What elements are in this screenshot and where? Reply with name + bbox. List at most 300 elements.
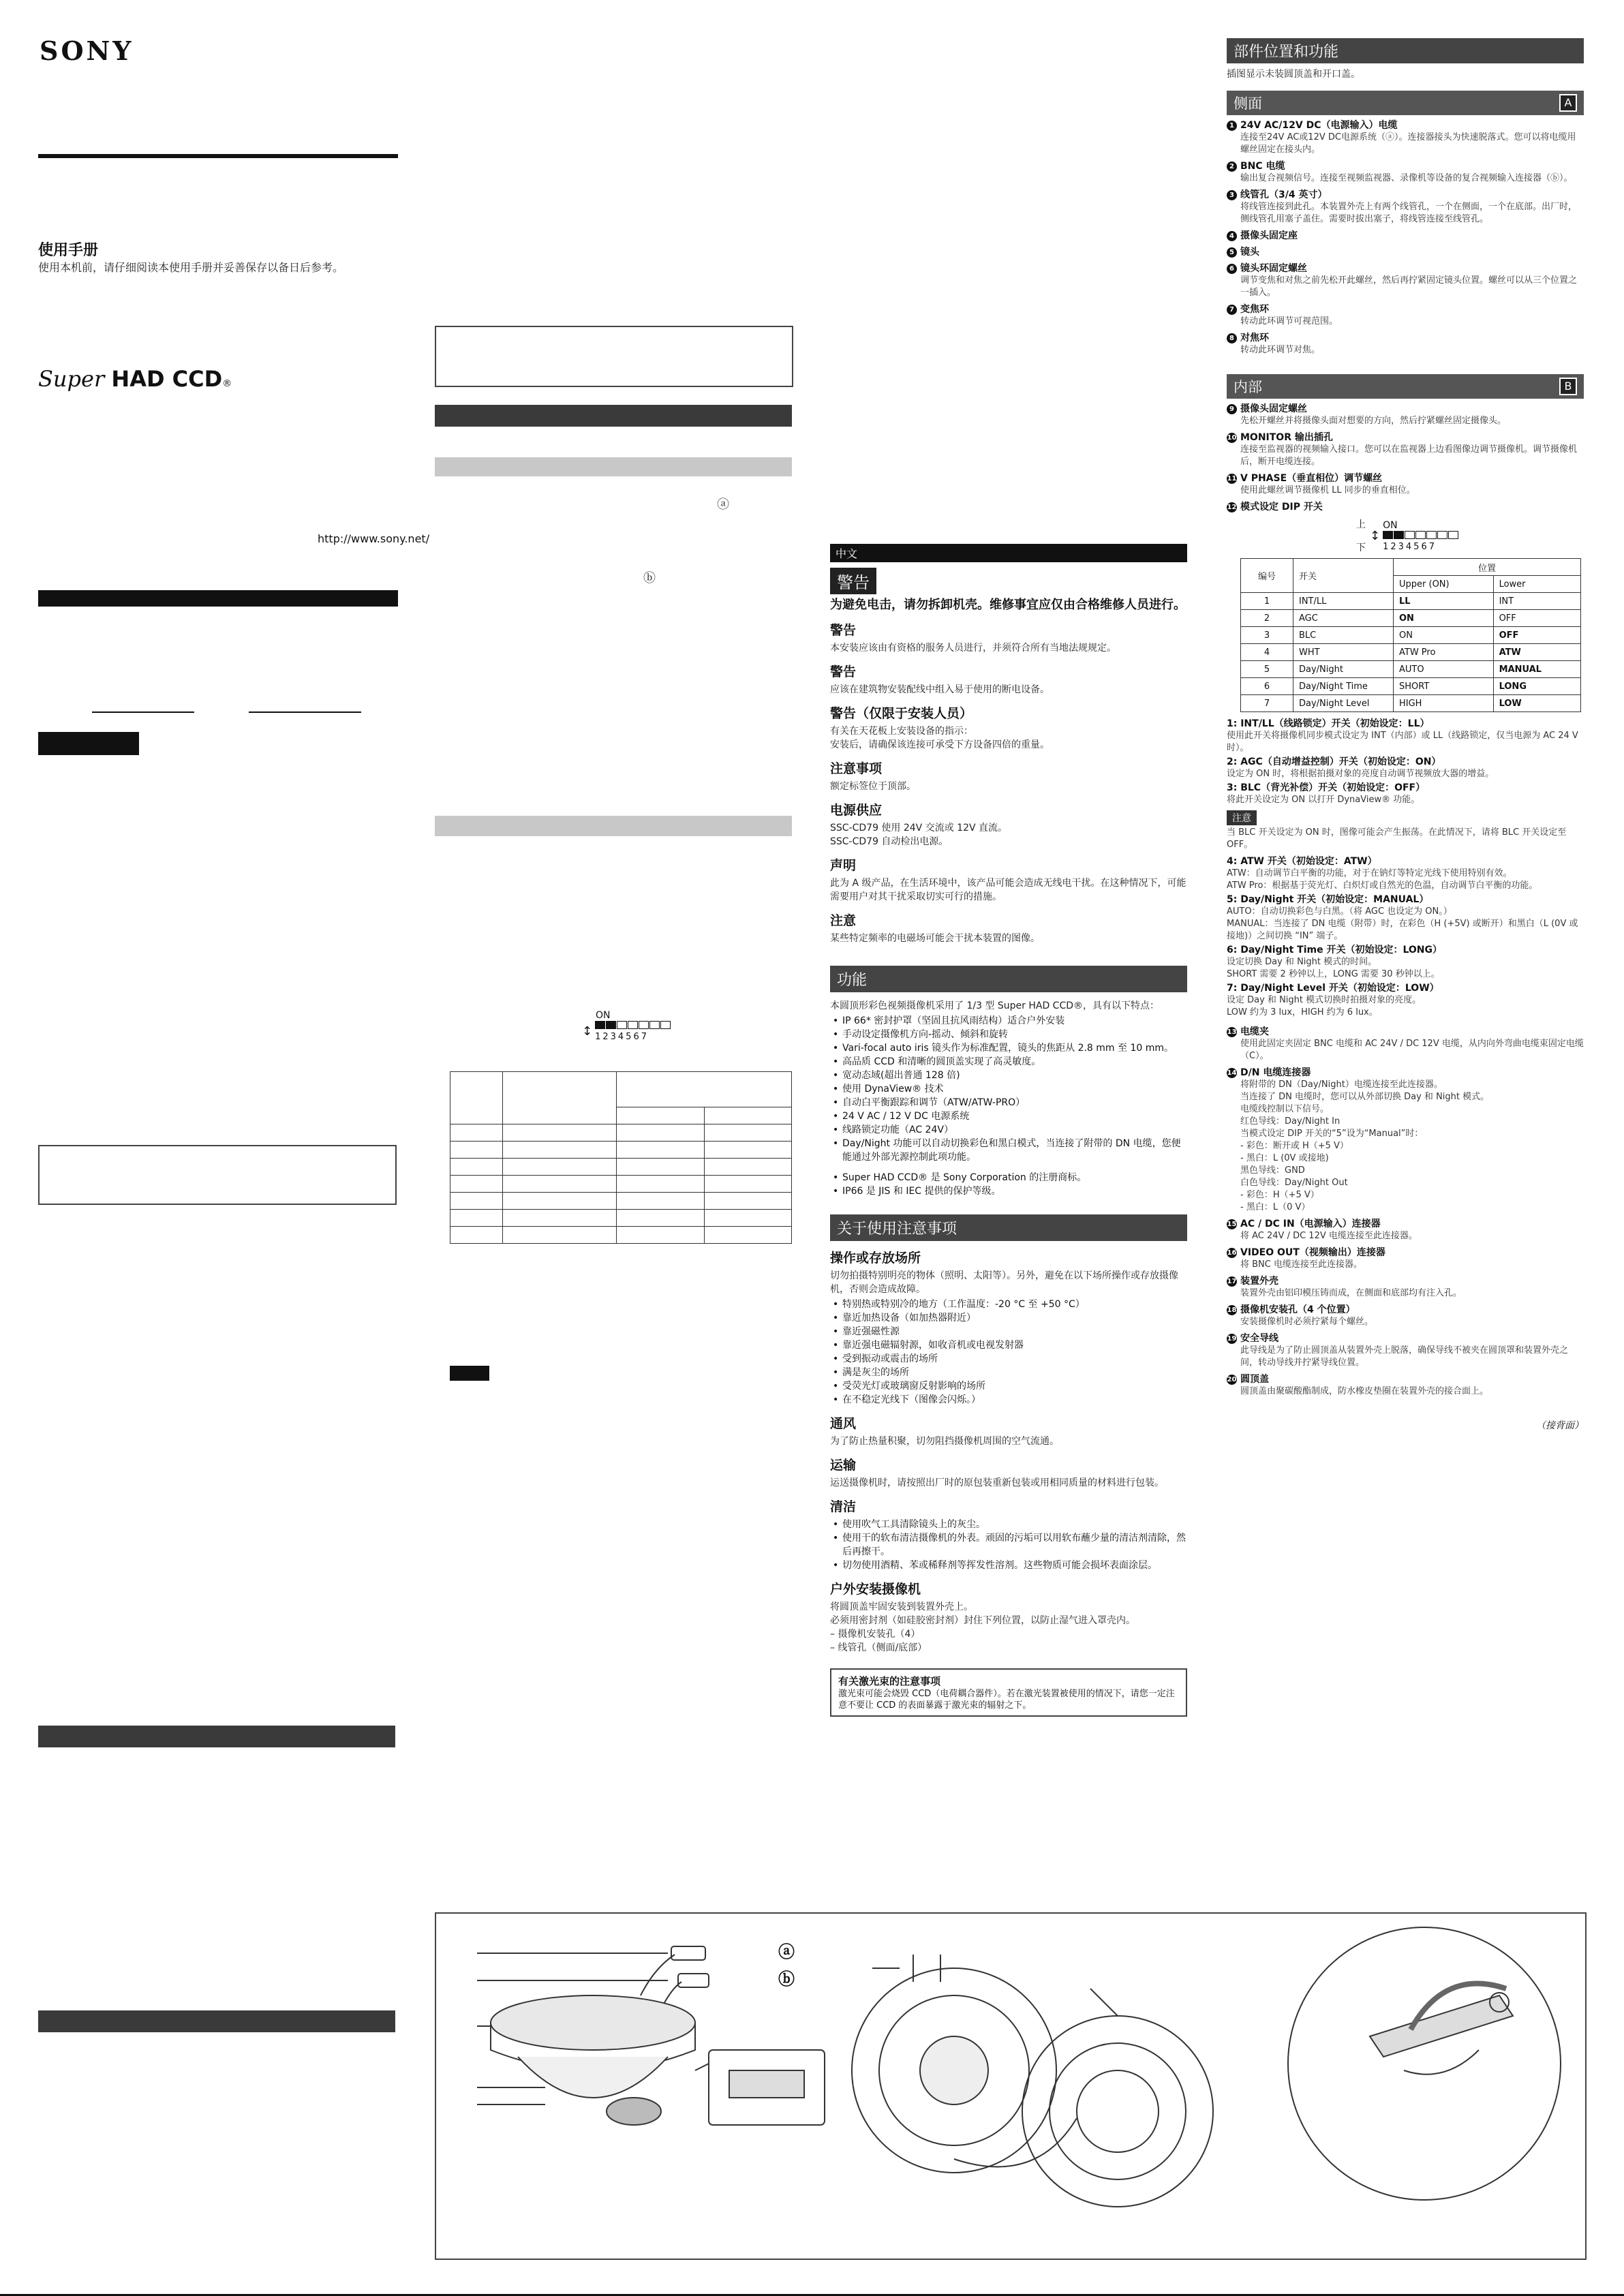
item-number: 15 xyxy=(1227,1221,1237,1228)
features-intro: 本圆顶形彩色视频摄像机采用了 1/3 型 Super HAD CCD®，具有以下特点： xyxy=(830,1000,1160,1011)
notice-text: 此为 A 级产品，在生活环境中，该产品可能会造成无线电干扰。在这种情况下，可能需要用户对其干扰采取切实可行的措施。 xyxy=(830,878,1186,902)
table-cell-lower: OFF xyxy=(1493,610,1580,627)
continued-note: （接背面） xyxy=(1536,1420,1584,1431)
vent-text: 为了防止热量积聚，切勿阻挡摄像机周围的空气流通。 xyxy=(830,1436,1059,1447)
item-desc: 使用此固定夹固定 BNC 电缆和 AC 24V / DC 12V 电缆，从内向外弯曲电缆束固定电缆（C）。 xyxy=(1240,1039,1584,1061)
list-item: • IP66 是 JIS 和 IEC 提供的保护等级。 xyxy=(842,1184,1187,1198)
table-cell xyxy=(450,1159,503,1176)
item-number: 6 xyxy=(1227,264,1237,274)
switch-text: 将此开关设定为 ON 以打开 DynaView® 功能。 xyxy=(1227,795,1420,805)
table-header-upper: Upper (ON) xyxy=(1394,576,1494,593)
item-number: 2 xyxy=(1227,162,1237,172)
table-cell-num: 6 xyxy=(1241,678,1293,695)
item-number: 19 xyxy=(1227,1335,1237,1343)
item-title: 安全导线 xyxy=(1240,1333,1278,1344)
table-header-lower: Lower xyxy=(1493,576,1580,593)
item-title: 镜头 xyxy=(1240,247,1259,258)
list-item: • 高品质 CCD 和清晰的圆顶盖实现了高灵敏度。 xyxy=(842,1055,1187,1069)
item-desc: 将 BNC 电缆连接至此连接器。 xyxy=(1240,1259,1362,1270)
camera-illustration xyxy=(436,1914,1585,2259)
item-number: 11 xyxy=(1227,475,1237,483)
outdoor-heading: 户外安装摄像机 xyxy=(830,1582,921,1597)
list-item xyxy=(1227,302,1584,328)
dip-sw xyxy=(1437,531,1447,539)
dip-switches xyxy=(1383,531,1459,542)
item-title: 摄像头固定座 xyxy=(1240,230,1298,241)
dip-up-label: 上 xyxy=(1356,519,1366,530)
item-title: 24V AC/12V DC（电源输入）电缆 xyxy=(1240,120,1398,131)
table-cell-switch: BLC xyxy=(1293,627,1394,644)
table-cell xyxy=(704,1124,792,1142)
item-title: BNC 电缆 xyxy=(1240,161,1285,172)
figure-label-a: ⓐ xyxy=(778,1942,795,1961)
ops-list xyxy=(830,1298,1187,1407)
item-number: 16 xyxy=(1227,1249,1237,1257)
table-cell xyxy=(503,1176,617,1193)
list-item: • 使用吹气工具清除镜头上的灰尘。 xyxy=(842,1518,1187,1531)
list-item xyxy=(1227,1274,1584,1300)
list-item xyxy=(1227,159,1584,185)
table-header-switch: 开关 xyxy=(1293,559,1394,593)
vent-heading: 通风 xyxy=(830,1416,857,1431)
notice-section-4 xyxy=(830,800,1187,848)
table-cell-upper: ATW Pro xyxy=(1394,644,1494,661)
item-number: 17 xyxy=(1227,1278,1237,1285)
item-desc: 将线管连接到此孔。本装置外壳上有两个线管孔，一个在侧面，一个在底部。出厂时，侧线管孔用塞子盖住。需要时拔出塞子，将线管连接至线管孔。 xyxy=(1240,202,1578,224)
item-title: 圆顶盖 xyxy=(1240,1374,1269,1385)
mid-grey-bar-1 xyxy=(435,457,792,476)
ccd-logo-super: Super xyxy=(38,366,105,392)
note-text: 当 BLC 开关设定为 ON 时，图像可能会产生振荡。在此情况下，请将 BLC 开关设定至 OFF。 xyxy=(1227,827,1567,850)
inner-bar-label: 内部 xyxy=(1234,379,1262,395)
switch-text: AUTO：自动切换彩色与白黑。（将 AGC 也设定为 ON。） MANUAL：当连接了 DN 电缆（附带）时，在彩色（H (+5V) 或断开）和黑白（L (0V 或接地)）之间切换 “IN” 端子。 xyxy=(1227,906,1578,941)
item-title: VIDEO OUT（视频输出）连接器 xyxy=(1240,1247,1385,1258)
outdoor-text: 将圆顶盖牢固安装到装置外壳上。 必须用密封剂（如硅胶密封剂）封住下列位置，以防止湿气进入罩壳内。 xyxy=(830,1602,1135,1626)
item-desc: 输出复合视频信号。连接至视频监视器、录像机等设备的复合视频输入连接器（ⓑ）。 xyxy=(1240,173,1573,183)
item-title: 摄像机安装孔（4 个位置） xyxy=(1240,1304,1355,1315)
item-number: 13 xyxy=(1227,1028,1237,1036)
switch-text: ATW：自动调节白平衡的功能，对于在钠灯等特定光线下使用特别有效。 ATW Pro：根据基于荧光灯、白炽灯或自然光的色温，自动调节白平衡的功能。 xyxy=(1227,868,1538,891)
dip-sw xyxy=(606,1021,616,1029)
parts-intro: 插图显示未装圆顶盖和开口盖。 xyxy=(1227,69,1360,80)
table-cell-switch: AGC xyxy=(1293,610,1394,627)
notice-text: 应该在建筑物安装配线中组入易于使用的断电设备。 xyxy=(830,684,1050,695)
dip-table xyxy=(1240,558,1581,712)
list-item: • 宽动态域(超出普通 128 倍) xyxy=(842,1069,1187,1082)
table-cell-num: 2 xyxy=(1241,610,1293,627)
left-thin-line-1 xyxy=(92,711,194,713)
table-row xyxy=(1241,593,1581,610)
switch-title: 4: ATW 开关（初始设定：ATW） xyxy=(1227,856,1377,867)
list-item xyxy=(1227,401,1584,427)
warning-big: 警告 xyxy=(830,568,876,594)
dip-down-label: 下 xyxy=(1356,542,1366,553)
notice-section-6 xyxy=(830,910,1187,945)
features-bar: 功能 xyxy=(830,966,1187,992)
item-number: 8 xyxy=(1227,333,1237,343)
list-item xyxy=(1227,118,1584,156)
table-cell-lower: MANUAL xyxy=(1493,661,1580,678)
table-cell xyxy=(704,1193,792,1210)
item-number: 3 xyxy=(1227,190,1237,200)
left-dark-bar-2 xyxy=(38,2010,395,2032)
table-cell-num: 1 xyxy=(1241,593,1293,610)
table-cell-switch: INT/LL xyxy=(1293,593,1394,610)
notice-section-5 xyxy=(830,855,1187,904)
item-number: 10 xyxy=(1227,434,1237,442)
item-number: 12 xyxy=(1227,504,1237,511)
item-desc: 调节变焦和对焦之前先松开此螺丝，然后再拧紧固定镜头位置。螺丝可以从三个位置之一插入。 xyxy=(1240,275,1578,298)
item-title: D/N 电缆连接器 xyxy=(1240,1067,1311,1078)
table-cell xyxy=(617,1107,705,1124)
table-cell xyxy=(450,1124,503,1142)
notice-section-2 xyxy=(830,703,1187,752)
switch-title: 3: BLC（背光补偿）开关（初始设定：OFF） xyxy=(1227,782,1426,793)
list-item: • 特别热或特别冷的地方（工作温度：-20 °C 至 +50 °C） xyxy=(842,1298,1187,1311)
ccd-logo-had: HAD CCD xyxy=(111,366,223,392)
item-title: 电缆夹 xyxy=(1240,1026,1269,1037)
list-item xyxy=(1227,1024,1584,1062)
dip-numbers: 1234567 xyxy=(1383,541,1437,552)
switch-title: 2: AGC（自动增益控制）开关（初始设定：ON） xyxy=(1227,756,1441,767)
item-desc: 将 AC 24V / DC 12V 电缆连接至此连接器。 xyxy=(1240,1231,1418,1241)
item-title: 装置外壳 xyxy=(1240,1276,1278,1287)
table-cell-upper: ON xyxy=(1394,627,1494,644)
left-top-rule xyxy=(38,154,398,158)
list-item: • 受到振动或震击的场所 xyxy=(842,1352,1187,1366)
clean-list xyxy=(830,1518,1187,1572)
table-cell xyxy=(704,1227,792,1244)
item-number: 14 xyxy=(1227,1069,1237,1077)
mid-label-a: ⓐ xyxy=(717,498,729,512)
item-desc: 安装摄像机时必须拧紧每个螺丝。 xyxy=(1240,1317,1374,1327)
switch-desc-2 xyxy=(1227,854,1584,1019)
item-title: 模式设定 DIP 开关 xyxy=(1240,502,1323,512)
list-item xyxy=(1227,331,1584,356)
item-desc: 此导线是为了防止圆顶盖从装置外壳上脱落，确保导线不被夹在圆顶罩和装置外壳之间，转动导线并拧紧导线位置。 xyxy=(1240,1345,1569,1368)
sony-url[interactable]: http://www.sony.net/ xyxy=(318,532,430,545)
table-cell xyxy=(617,1142,705,1159)
dip-sw xyxy=(1394,531,1404,539)
notice-heading: 警告（仅限于安装人员） xyxy=(830,706,973,721)
table-cell-upper: HIGH xyxy=(1394,695,1494,712)
table-cell xyxy=(450,1176,503,1193)
switch-text: 使用此开关将摄像机同步模式设定为 INT（内部）或 LL（线路锁定，仅当电源为 AC 24 V 时）。 xyxy=(1227,731,1578,753)
dip-sw xyxy=(628,1021,638,1029)
dip-arrow-icon: ↕ xyxy=(1370,528,1381,543)
table-cell xyxy=(503,1227,617,1244)
table-cell xyxy=(617,1124,705,1142)
table-cell xyxy=(617,1159,705,1176)
table-cell xyxy=(617,1176,705,1193)
table-cell-lower: LOW xyxy=(1493,695,1580,712)
dip-sw xyxy=(1426,531,1437,539)
table-cell-switch: Day/Night Level xyxy=(1293,695,1394,712)
illustration-box xyxy=(435,1912,1587,2260)
ops-heading: 操作或存放场所 xyxy=(830,1251,921,1266)
table-row xyxy=(1241,695,1581,712)
super-had-ccd-logo xyxy=(38,366,232,392)
table-cell xyxy=(450,1227,503,1244)
notice-text: 有关在天花板上安装设备的指示： 安装后，请确保该连接可承受下方设备四倍的重量。 xyxy=(830,726,1050,750)
item-desc: 先松开螺丝并将摄像头面对想要的方向，然后拧紧螺丝固定摄像头。 xyxy=(1240,416,1507,426)
dip-sw xyxy=(639,1021,649,1029)
inner-tag: B xyxy=(1559,378,1577,395)
table-cell xyxy=(450,1210,503,1227)
notice-section-1 xyxy=(830,662,1187,697)
ccd-logo-dot: ® xyxy=(222,378,232,389)
table-cell xyxy=(704,1210,792,1227)
lang-tag: 中文 xyxy=(830,544,1187,562)
item-desc: 使用此螺丝调节摄像机 LL 同步的垂直相位。 xyxy=(1240,485,1415,495)
switch-text: 设定切换 Day 和 Night 模式的时间。 SHORT 需要 2 秒钟以上，LONG 需要 30 秒钟以上。 xyxy=(1227,957,1440,979)
list-item xyxy=(1227,1372,1584,1398)
laser-note-box xyxy=(830,1668,1187,1717)
laser-heading: 有关激光束的注意事项 xyxy=(838,1675,941,1687)
table-cell xyxy=(503,1193,617,1210)
figure-label-b: ⓑ xyxy=(778,1970,795,1989)
dip-sw xyxy=(595,1021,605,1029)
item-number: 20 xyxy=(1227,1376,1237,1383)
table-cell-num: 5 xyxy=(1241,661,1293,678)
switch-title: 1: INT/LL（线路锁定）开关（初始设定：LL） xyxy=(1227,718,1430,729)
side-section-bar xyxy=(1227,91,1584,115)
mid-black-tag xyxy=(450,1366,489,1381)
item-title: 镜头环固定螺丝 xyxy=(1240,263,1307,274)
list-item xyxy=(1227,187,1584,226)
warning-main: 为避免电击，请勿拆卸机壳。维修事宜应仅由合格维修人员进行。 xyxy=(830,598,1186,612)
trademark-list xyxy=(830,1171,1187,1198)
left-black-bar xyxy=(38,590,398,607)
chinese-column xyxy=(830,544,1187,1717)
dip-sw xyxy=(617,1021,627,1029)
list-item: • 受荧光灯或玻璃窗反射影响的场所 xyxy=(842,1379,1187,1393)
mid-dip-arrow-icon: ↕ xyxy=(582,1024,593,1039)
table-row xyxy=(1241,661,1581,678)
item-title: 摄像头固定螺丝 xyxy=(1240,403,1307,414)
table-cell xyxy=(617,1227,705,1244)
table-cell-lower: ATW xyxy=(1493,644,1580,661)
dip-sw xyxy=(1448,531,1458,539)
left-dark-bar-1 xyxy=(38,1726,395,1747)
table-cell-lower: INT xyxy=(1493,593,1580,610)
list-item: • 手动设定摄像机方向-摇动、倾斜和旋转 xyxy=(842,1028,1187,1041)
mid-dark-bar xyxy=(435,405,792,427)
list-item: • 满是灰尘的场所 xyxy=(842,1366,1187,1379)
table-cell xyxy=(503,1124,617,1142)
outdoor-item: – 摄像机安装孔（4） xyxy=(830,1629,921,1640)
table-cell xyxy=(503,1072,617,1124)
item-title: 线管孔（3/4 英寸） xyxy=(1240,189,1328,200)
transport-text: 运送摄像机时，请按照出厂时的原包装重新包装或用相同质量的材料进行包装。 xyxy=(830,1478,1164,1488)
notice-heading: 声明 xyxy=(830,858,857,873)
item-number: 1 xyxy=(1227,121,1237,131)
table-cell-num: 3 xyxy=(1241,627,1293,644)
left-thin-line-2 xyxy=(249,711,361,713)
list-item: • 切勿使用酒精、苯或稀释剂等挥发性溶剂。这些物质可能会损坏表面涂层。 xyxy=(842,1559,1187,1572)
list-item: • 使用 DynaView® 技术 xyxy=(842,1082,1187,1096)
mid-dip-on-label: ON xyxy=(596,1010,611,1021)
list-item: • 靠近强电磁辐射源，如收音机或电视发射器 xyxy=(842,1338,1187,1352)
table-cell xyxy=(450,1142,503,1159)
sony-logo: SONY xyxy=(40,35,134,66)
ops-text: 切勿拍摄特别明亮的物体（照明、太阳等）。另外，避免在以下场所操作或存放摄像机，否则会造成故障。 xyxy=(830,1270,1178,1295)
table-cell-switch: Day/Night xyxy=(1293,661,1394,678)
mid-empty-box xyxy=(435,326,793,387)
list-item xyxy=(1227,1216,1584,1242)
side-tag: A xyxy=(1559,94,1577,112)
clean-heading: 清洁 xyxy=(830,1499,857,1514)
notice-section-3 xyxy=(830,759,1187,793)
left-black-tag xyxy=(38,732,139,755)
table-cell xyxy=(704,1107,792,1124)
notice-heading: 警告 xyxy=(830,664,857,679)
switch-text: 设定 Day 和 Night 模式切换时拍摄对象的亮度。 LOW 约为 3 lux，HIGH 约为 6 lux。 xyxy=(1227,995,1422,1017)
list-item: • Super HAD CCD® 是 Sony Corporation 的注册商标。 xyxy=(842,1171,1187,1184)
switch-title: 7: Day/Night Level 开关（初始设定：LOW） xyxy=(1227,983,1439,994)
dip-sw xyxy=(1415,531,1426,539)
item-title: V PHASE（垂直相位）调节螺丝 xyxy=(1240,473,1383,484)
mid-dip-switches xyxy=(595,1021,671,1032)
item-number: 9 xyxy=(1227,404,1237,414)
features-list xyxy=(830,1014,1187,1164)
switch-text: 设定为 ON 时，将根据拍摄对象的亮度自动调节视频放大器的增益。 xyxy=(1227,769,1495,779)
inner-section-bar xyxy=(1227,374,1584,399)
list-item xyxy=(1227,261,1584,299)
item-title: MONITOR 输出插孔 xyxy=(1240,432,1333,443)
laser-text: 激光束可能会烧毁 CCD（电荷耦合器件）。若在激光装置被使用的情况下，请您一定注意不要让 CCD 的表面暴露于激光束的辐射之下。 xyxy=(838,1689,1175,1711)
dip-sw xyxy=(1383,531,1393,539)
table-row xyxy=(1241,610,1581,627)
list-item xyxy=(1227,1065,1584,1214)
dip-sw xyxy=(649,1021,660,1029)
mid-dip-switch xyxy=(582,1010,671,1042)
right-dip-switch xyxy=(1356,517,1584,554)
table-row xyxy=(1241,644,1581,661)
table-cell xyxy=(450,1193,503,1210)
list-item xyxy=(1227,430,1584,468)
list-item: • 线路锁定功能（AC 24V） xyxy=(842,1123,1187,1137)
table-cell xyxy=(503,1210,617,1227)
item-number: 4 xyxy=(1227,231,1237,241)
table-cell-num: 4 xyxy=(1241,644,1293,661)
item-number: 7 xyxy=(1227,305,1237,315)
table-cell xyxy=(704,1159,792,1176)
list-item xyxy=(1227,1331,1584,1369)
list-item xyxy=(1227,228,1584,242)
table-cell xyxy=(704,1176,792,1193)
table-row xyxy=(1241,678,1581,695)
item-title: 变焦环 xyxy=(1240,304,1269,315)
list-item: • 自动白平衡跟踪和调节（ATW/ATW-PRO） xyxy=(842,1096,1187,1109)
table-cell-lower: LONG xyxy=(1493,678,1580,695)
table-cell xyxy=(450,1072,503,1124)
notice-heading: 注意事项 xyxy=(830,761,883,776)
list-item xyxy=(1227,245,1584,258)
mid-grey-bar-2 xyxy=(435,816,792,836)
item-desc: 转动此环调节对焦。 xyxy=(1240,345,1321,355)
transport-heading: 运输 xyxy=(830,1458,857,1473)
table-cell xyxy=(503,1159,617,1176)
item-desc: 转动此环调节可视范围。 xyxy=(1240,316,1338,326)
table-cell xyxy=(704,1142,792,1159)
list-item: • 靠近强磁性源 xyxy=(842,1325,1187,1338)
table-cell xyxy=(617,1193,705,1210)
table-cell-upper: SHORT xyxy=(1394,678,1494,695)
list-item: • 靠近加热设备（如加热器附近） xyxy=(842,1311,1187,1325)
list-item: • 使用干的软布清洁摄像机的外表。顽固的污垢可以用软布蘸少量的清洁剂清除，然后再擦干。 xyxy=(842,1531,1187,1559)
item-title: AC / DC IN（电源输入）连接器 xyxy=(1240,1219,1381,1229)
outdoor-item: – 线管孔（侧面/底部） xyxy=(830,1642,928,1653)
item-desc: 装置外壳由铝印模压铸而成，在侧面和底部均有注入孔。 xyxy=(1240,1288,1462,1298)
list-item xyxy=(1227,1245,1584,1271)
mid-dip-numbers: 1234567 xyxy=(595,1032,649,1042)
table-cell-switch: WHT xyxy=(1293,644,1394,661)
table-cell-upper: LL xyxy=(1394,593,1494,610)
table-header-pos: 位置 xyxy=(1394,559,1581,576)
right-column xyxy=(1227,38,1584,1432)
list-item: • Vari-focal auto iris 镜头作为标准配置，镜头的焦距从 2.8 mm 至 10 mm。 xyxy=(842,1041,1187,1055)
table-cell-num: 7 xyxy=(1241,695,1293,712)
item-number: 5 xyxy=(1227,247,1237,258)
table-cell-upper: AUTO xyxy=(1394,661,1494,678)
table-cell xyxy=(503,1142,617,1159)
notice-text: 额定标签位于顶部。 xyxy=(830,781,916,792)
parts-title-bar: 部件位置和功能 xyxy=(1227,38,1584,63)
notice-text: 某些特定频率的电磁场可能会干扰本装置的图像。 xyxy=(830,933,1040,944)
note-tag: 注意 xyxy=(1227,810,1257,825)
table-cell xyxy=(617,1210,705,1227)
switch-title: 5: Day/Night 开关（初始设定：MANUAL） xyxy=(1227,894,1429,905)
switch-title: 6: Day/Night Time 开关（初始设定：LONG） xyxy=(1227,945,1442,955)
notice-section-0 xyxy=(830,620,1187,655)
precautions-bar: 关于使用注意事项 xyxy=(830,1214,1187,1241)
manual-title: 使用手册 xyxy=(38,242,99,259)
item-desc: 将附带的 DN（Day/Night）电缆连接至此连接器。 当连接了 DN 电缆时，您可以从外部切换 Day 和 Night 模式。 电缆线控制以下信号。 红色导线：Day/Night In 当模式设定 DIP 开关的“5”设为“Manual”时： - 彩色：断开或 H（+5 V） - 黑白：L (0V 或接地) 黑色导线：GND 白色导线：Day/Night Out - 彩色：H（+5 V） - 黑白：L（0 V） xyxy=(1240,1080,1490,1212)
table-cell-lower: OFF xyxy=(1493,627,1580,644)
item-desc: 连接至24V AC或12V DC电源系统（ⓐ）。连接器接头为快速脱落式。您可以将电缆用螺丝固定在接头内。 xyxy=(1240,132,1576,155)
dip-sw xyxy=(1405,531,1415,539)
notice-heading: 电源供应 xyxy=(830,803,883,818)
list-item: • IP 66* 密封护罩（坚固且抗风雨结构）适合户外安装 xyxy=(842,1014,1187,1028)
item-desc: 连接至监视器的视频输入接口。您可以在监视器上边看图像边调节摄像机。调节摄像机后，断开电缆连接。 xyxy=(1240,444,1578,467)
mid-empty-table xyxy=(450,1071,792,1244)
table-cell-upper: ON xyxy=(1394,610,1494,627)
notice-heading: 警告 xyxy=(830,623,857,638)
table-cell-switch: Day/Night Time xyxy=(1293,678,1394,695)
list-item xyxy=(1227,471,1584,497)
item-number: 18 xyxy=(1227,1306,1237,1314)
manual-subtitle: 使用本机前，请仔细阅读本使用手册并妥善保存以备日后参考。 xyxy=(38,261,344,274)
list-item xyxy=(1227,500,1584,513)
list-item: • 24 V AC / 12 V DC 电源系统 xyxy=(842,1109,1187,1123)
side-bar-label: 侧面 xyxy=(1234,95,1262,112)
table-header-num: 编号 xyxy=(1241,559,1293,593)
dip-on-label: ON xyxy=(1383,519,1398,531)
list-item: • 在不稳定光线下（图像会闪烁。） xyxy=(842,1393,1187,1407)
table-cell xyxy=(617,1072,792,1107)
mid-label-b: ⓑ xyxy=(643,571,656,585)
switch-desc xyxy=(1227,716,1584,806)
table-row xyxy=(1241,627,1581,644)
notice-text: 本安装应该由有资格的服务人员进行，并须符合所有当地法规规定。 xyxy=(830,643,1116,654)
item-desc: 圆顶盖由聚碳酸酯制成，防水橡皮垫圈在装置外壳的接合面上。 xyxy=(1240,1386,1489,1396)
list-item xyxy=(1227,1302,1584,1328)
notice-heading: 注意 xyxy=(830,913,857,928)
item-title: 对焦环 xyxy=(1240,333,1269,343)
notice-text: SSC-CD79 使用 24V 交流或 12V 直流。 SSC-CD79 自动检出电源。 xyxy=(830,823,1008,847)
list-item: • Day/Night 功能可以自动切换彩色和黑白模式，当连接了附带的 DN 电缆，您便能通过外部光源控制此项功能。 xyxy=(842,1137,1187,1164)
